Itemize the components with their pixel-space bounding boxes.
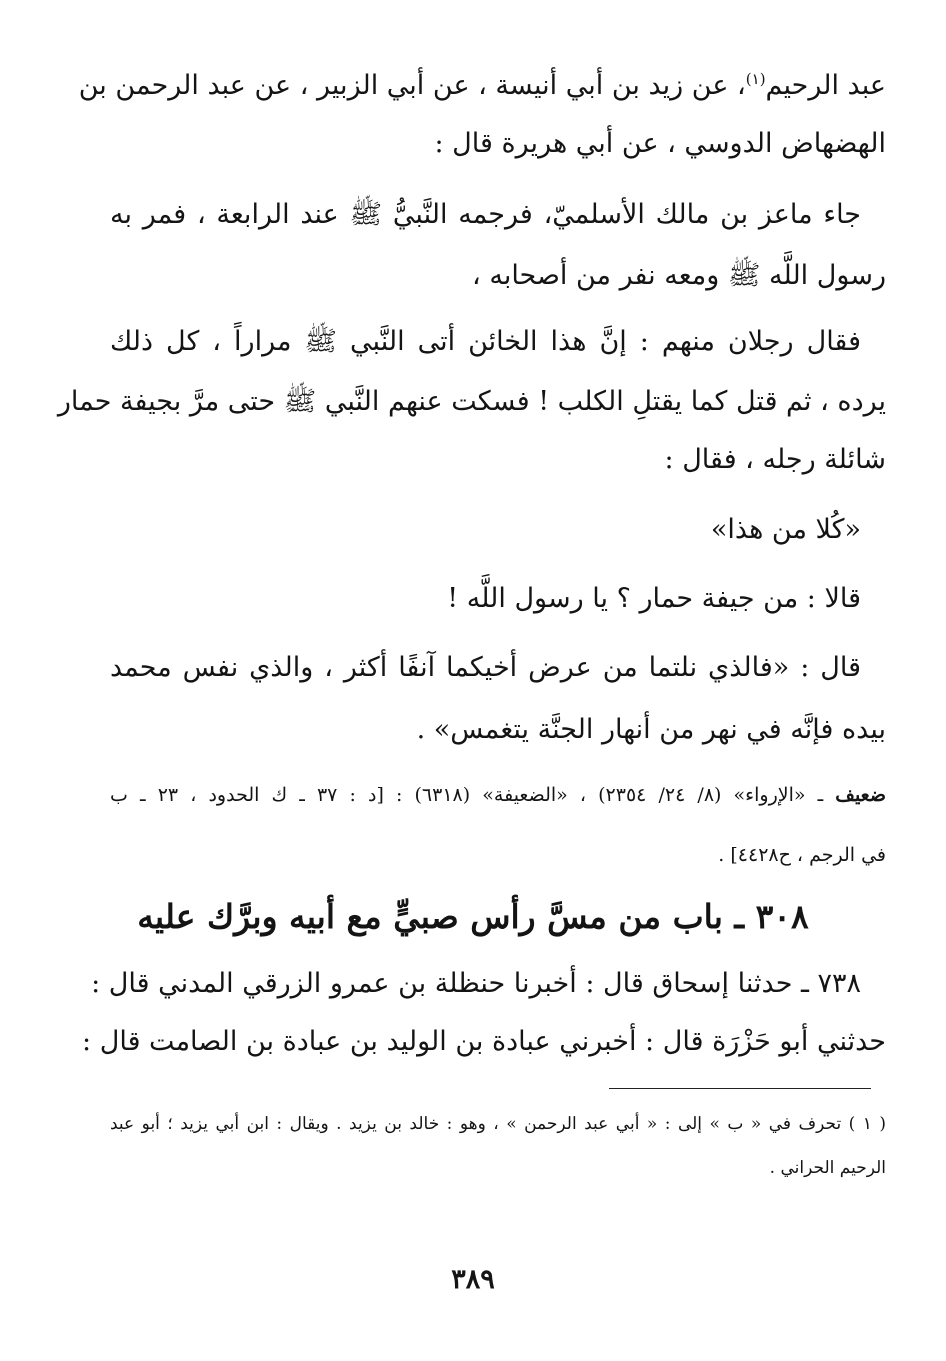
grading-line-1 [110,780,886,810]
chain-line-1 [78,66,886,106]
footnote-line-1: ( ١ ) تحرف في « ب » إلى : « أبي عبد الرحمن » ، وهو : خالد بن يزيد . ويقال : ابن أبي يزيد ؛ أبو عبد [110,1114,886,1134]
grading-label: ضعيف [835,784,886,806]
grading-line-2: في الرجم ، ح٤٤٢٨] . [718,844,886,866]
saying-line-1: قال : «فالذي نلتما من عرض أخيكما آنفًا أكثر ، والذي نفس محمد [110,652,861,683]
grading-sources: ـ «الإرواء» (٨/ ٢٤/ ٢٣٥٤) ، «الضعيفة» (٦٣١٨) : [د : ٣٧ ـ ك الحدود ، ٢٣ ـ ب [110,784,836,806]
page-number: ٣٨٩ [451,1264,495,1295]
narration-line-3: فقال رجلان منهم : إنَّ هذا الخائن أتى النَّبي ﷺ مراراً ، كل ذلك [110,326,861,357]
narration-line-4: يرده ، ثم قتل كما يقتلِ الكلب ! فسكت عنهم النَّبي ﷺ حتى مرَّ بجيفة حمار [57,386,886,417]
hadith-738-line-1: ٧٣٨ ـ حدثنا إسحاق قال : أخبرنا حنظلة بن عمرو الزرقي المدني قال : [91,968,861,999]
companions-reply: قالا : من جيفة حمار ؟ يا رسول اللَّه ! [447,583,861,614]
footnote-line-2: الرحيم الحراني . [769,1158,886,1178]
narration-line-5: شائلة رجله ، فقال : [664,444,886,475]
chapter-heading: ٣٠٨ ـ باب من مسَّ رأس صبيٍّ مع أبيه وبرَّك عليه [137,897,809,936]
narration-line-1: جاء ماعز بن مالك الأسلميّ، فرجمه النَّبيُّ ﷺ عند الرابعة ، فمر به [110,199,861,230]
saying-line-2: بيده فإنَّه في نهر من أنهار الجنَّة يتغمس» . [416,714,886,745]
chain-line-2: الهضهاض الدوسي ، عن أبي هريرة قال : [434,128,886,159]
footnote-marker: (١) [745,70,766,88]
prophet-quote: «كُلا من هذا» [710,514,861,545]
hadith-738-line-2: حدثني أبو حَزْرَة قال : أخبرني عبادة بن الوليد بن عبادة بن الصامت قال : [82,1026,886,1057]
chain-line-1-end: ، عن زيد بن أبي أنيسة ، عن أبي الزبير ، عن عبد الرحمن بن [78,70,746,101]
chain-line-1-start: عبد الرحيم [765,70,886,101]
narration-line-2: رسول اللَّه ﷺ ومعه نفر من أصحابه ، [472,260,886,291]
footnote-divider [609,1088,871,1089]
